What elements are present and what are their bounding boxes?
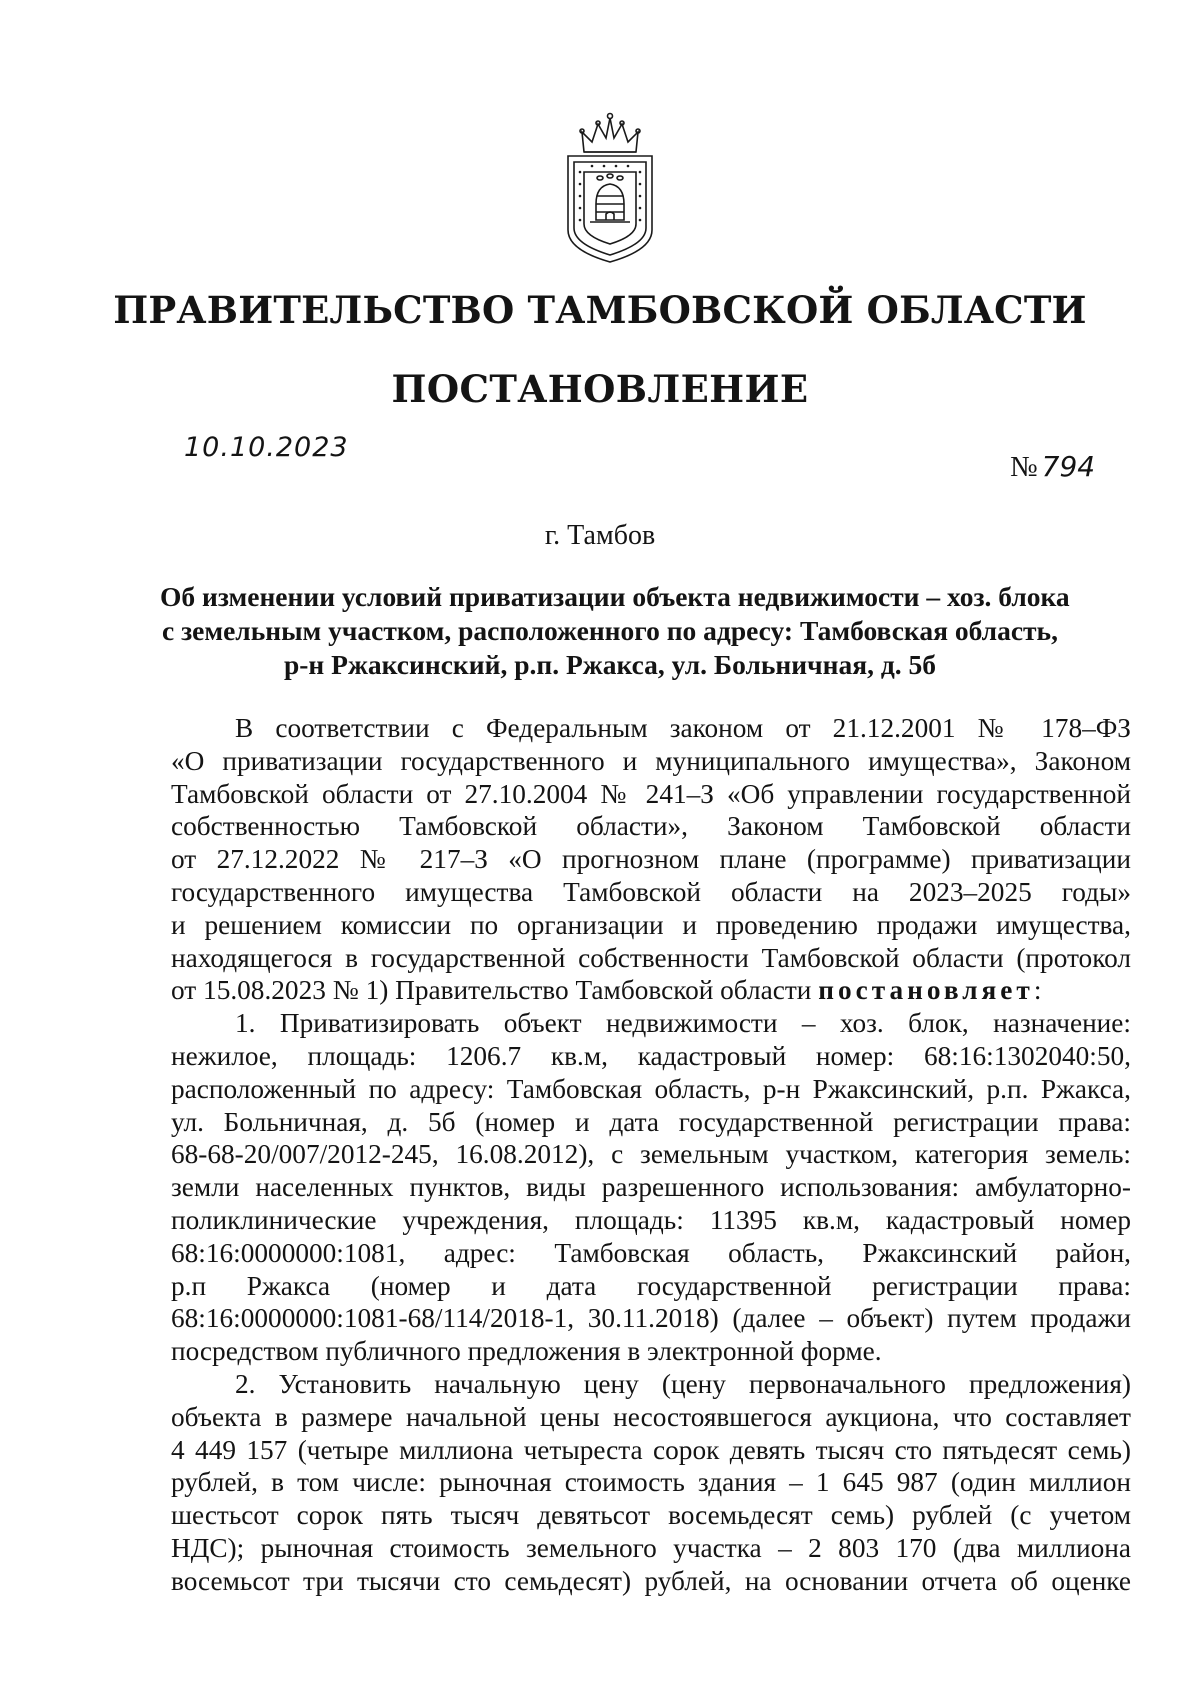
- item1-line: 68:16:0000000:1081-68/114/2018-1, 30.11.2018) (далее – объект) путем продажи: [171, 1303, 1131, 1334]
- preamble-final-line: [171, 974, 1131, 1007]
- item1-line: земли населенных пунктов, виды разрешенного использования: амбулаторно-: [171, 1172, 1131, 1203]
- city: г. Тамбов: [544, 520, 656, 551]
- government-title: ПРАВИТЕЛЬСТВО ТАМБОВСКОЙ ОБЛАСТИ: [113, 288, 1087, 332]
- preamble-line: государственного имущества Тамбовской области на 2023–2025 годы»: [171, 876, 1131, 907]
- item2-line: шестьсот сорок пять тысяч девятьсот восемьдесят семь) рублей (с учетом: [171, 1500, 1131, 1531]
- preamble-line: находящегося в государственной собственности Тамбовской области (протокол: [171, 942, 1131, 973]
- item2-line: НДС); рыночная стоимость земельного участка – 2 803 170 (два миллиона: [171, 1532, 1131, 1563]
- item1-line: 1. Приватизировать объект недвижимости – хоз. блок, назначение:: [235, 1008, 1131, 1039]
- item2-line: восемьсот три тысячи сто семьдесят) рублей, на основании отчета об оценке: [171, 1565, 1131, 1596]
- preamble-line: от 27.12.2022 № 217–З «О прогнозном плане (программе) приватизации: [171, 844, 1131, 875]
- number-label: №: [1010, 451, 1038, 483]
- preamble-line: «О приватизации государственного и муниципального имущества», Законом: [171, 745, 1131, 776]
- document-date: 10.10.2023: [184, 432, 349, 463]
- preamble-line: Тамбовской области от 27.10.2004 № 241–З «Об управлении государственной: [171, 778, 1131, 809]
- item1-line: р.п Ржакса (номер и дата государственной регистрации права:: [171, 1270, 1131, 1301]
- item1-line: поликлинические учреждения, площадь: 11395 кв.м, кадастровый номер: [171, 1204, 1131, 1235]
- item2-line: 4 449 157 (четыре миллиона четыреста сорок девять тысяч сто пятьдесят семь): [171, 1434, 1131, 1465]
- resolves-word: постановляет: [818, 975, 1034, 1006]
- preamble-line: и решением комиссии по организации и проведению продажи имущества,: [171, 909, 1131, 940]
- document-subject: [160, 580, 1070, 682]
- subject-line: с земельным участком, расположенного по адресу: Тамбовская область,: [162, 615, 1058, 646]
- tambov-coat-of-arms-icon: [562, 112, 658, 264]
- document-type: ПОСТАНОВЛЕНИЕ: [391, 367, 809, 411]
- item1-line: посредством публичного предложения в электронной форме.: [171, 1336, 882, 1367]
- item2-line: 2. Установить начальную цену (цену первоначального предложения): [235, 1368, 1131, 1399]
- item2-line: объекта в размере начальной цены несостоявшегося аукциона, что составляет: [171, 1401, 1131, 1432]
- document-body: [171, 712, 1131, 1598]
- preamble-line: собственностью Тамбовской области», Законом Тамбовской области: [171, 811, 1131, 842]
- item1-line: ул. Больничная, д. 5б (номер и дата государственной регистрации права:: [171, 1106, 1131, 1137]
- document-number: [1010, 450, 1095, 484]
- item1-line: 68-68-20/007/2012-245, 16.08.2012), с земельным участком, категория земель:: [171, 1139, 1131, 1170]
- number-value: 794: [1041, 450, 1096, 483]
- item2-line: рублей, в том числе: рыночная стоимость здания – 1 645 987 (один миллион: [171, 1467, 1131, 1498]
- item1-line: расположенный по адресу: Тамбовская область, р-н Ржаксинский, р.п. Ржакса,: [171, 1073, 1131, 1104]
- subject-line: р-н Ржаксинский, р.п. Ржакса, ул. Больничная, д. 5б: [283, 649, 937, 680]
- preamble-line: от 15.08.2023 № 1) Правительство Тамбовской области: [171, 975, 812, 1006]
- item1-line: 68:16:0000000:1081, адрес: Тамбовская область, Ржаксинский район,: [171, 1237, 1131, 1268]
- resolves-colon: :: [1033, 975, 1042, 1006]
- item1-line: нежилое, площадь: 1206.7 кв.м, кадастровый номер: 68:16:1302040:50,: [171, 1040, 1131, 1071]
- subject-line: Об изменении условий приватизации объекта недвижимости – хоз. блока: [160, 581, 1070, 612]
- preamble-line: В соответствии с Федеральным законом от 21.12.2001 № 178–ФЗ: [235, 713, 1131, 743]
